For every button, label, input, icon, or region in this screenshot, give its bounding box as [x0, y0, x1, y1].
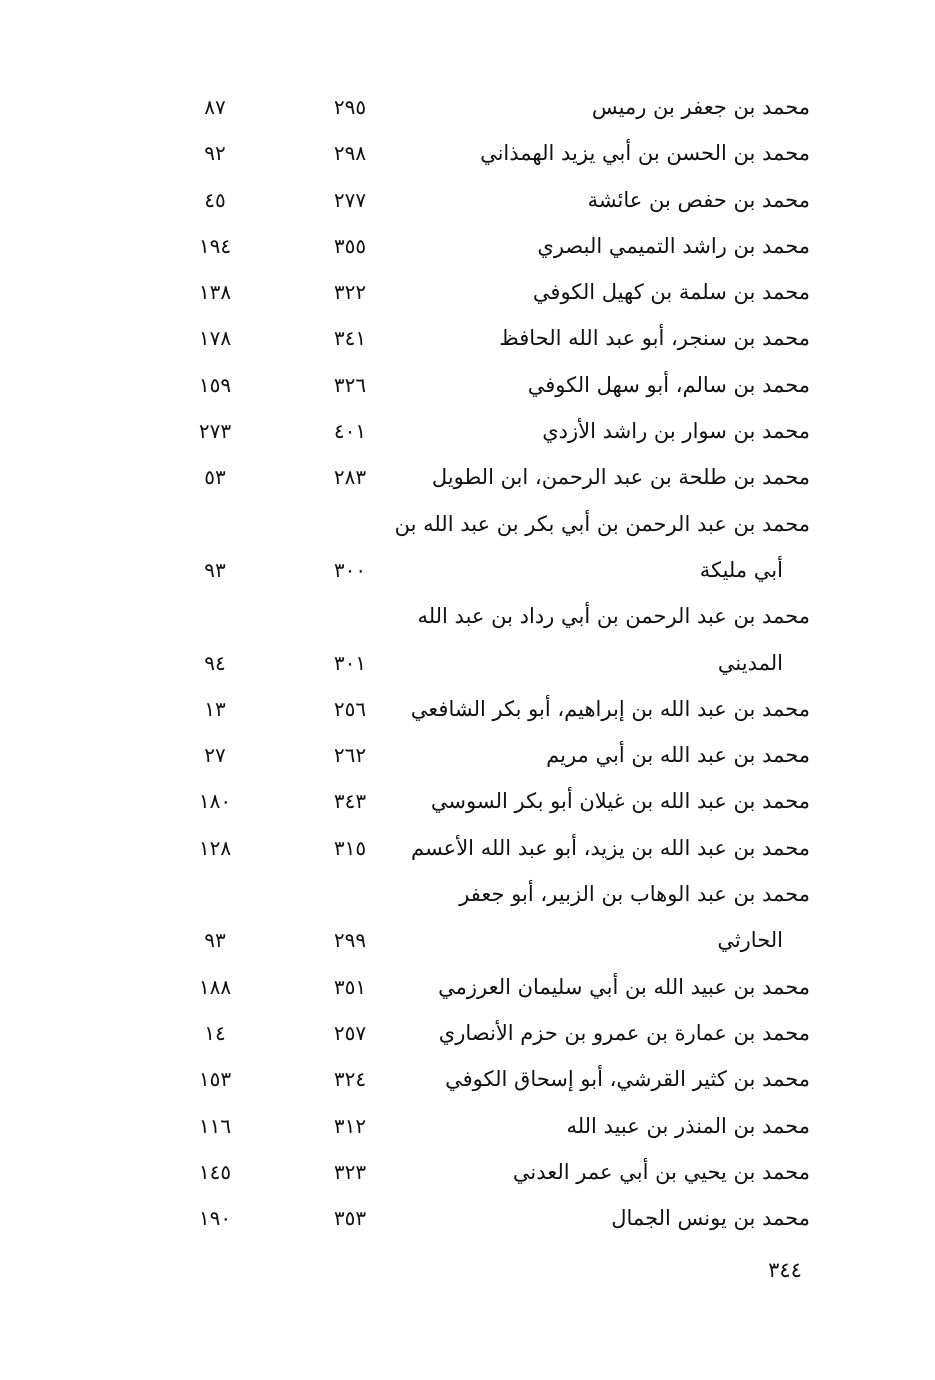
index-entry	[0, 315, 935, 361]
entry-number-middle: ٣٠٠	[333, 557, 367, 582]
entry-name: محمد بن سالم، أبو سهل الكوفي	[527, 372, 810, 397]
entry-number-middle: ٢٩٨	[333, 141, 367, 166]
entry-number-left: ١٤٥	[198, 1159, 232, 1184]
index-entry	[0, 454, 935, 500]
entry-number-middle: ٢٥٧	[333, 1020, 367, 1045]
entry-name-continuation: المديني	[717, 650, 783, 675]
entry-number-middle: ٢٥٦	[333, 696, 367, 721]
entry-number-left: ٩٢	[204, 141, 226, 166]
index-entry	[0, 177, 935, 223]
entry-number-middle: ٢٩٩	[333, 928, 367, 953]
entry-name: محمد بن يونس الجمال	[611, 1206, 810, 1231]
entry-name: محمد بن عبد الرحمن بن أبي رداد بن عبد الله	[417, 604, 810, 629]
entry-number-left: ١٢٨	[198, 835, 232, 860]
entry-number-middle: ٣٢٤	[333, 1067, 367, 1092]
index-entry	[0, 1103, 935, 1149]
entry-name: محمد بن عبيد الله بن أبي سليمان العرزمي	[438, 974, 810, 999]
index-entry	[0, 1010, 935, 1056]
index-entry	[0, 593, 935, 686]
entry-number-left: ١٥٣	[198, 1067, 232, 1092]
page-number: ٣٤٤	[768, 1258, 802, 1282]
entry-line-continuation	[0, 640, 935, 686]
entry-name: محمد بن راشد التميمي البصري	[537, 233, 810, 258]
entry-line	[0, 1103, 935, 1149]
entry-number-middle: ٣٥١	[333, 974, 367, 999]
entry-name: محمد بن حفص بن عائشة	[587, 187, 810, 212]
entry-number-left: ٨٧	[204, 95, 226, 119]
index-entry	[0, 130, 935, 176]
index-entry	[0, 269, 935, 315]
entry-line	[0, 1195, 935, 1241]
entry-number-left: ١٤	[204, 1020, 226, 1045]
index-entry	[0, 362, 935, 408]
index-entry	[0, 825, 935, 871]
entry-line	[0, 269, 935, 315]
entry-name: محمد بن المنذر بن عبيد الله	[566, 1113, 810, 1138]
entry-number-left: ٢٧	[204, 743, 226, 768]
entry-name: محمد بن عمارة بن عمرو بن حزم الأنصاري	[438, 1020, 810, 1045]
entry-number-middle: ٣١٢	[333, 1113, 367, 1138]
entry-number-left: ٩٣	[204, 557, 226, 582]
entry-line	[0, 871, 935, 917]
entry-name: محمد بن عبد الله بن غيلان أبو بكر السوسي	[430, 789, 810, 814]
entry-name: محمد بن يحيي بن أبي عمر العدني	[512, 1159, 810, 1184]
index-entry	[0, 686, 935, 732]
entry-number-left: ٥٣	[204, 465, 226, 490]
entry-number-left: ١٩٠	[198, 1206, 232, 1231]
entry-number-left: ٩٣	[204, 928, 226, 953]
entry-line	[0, 362, 935, 408]
entry-name: محمد بن سنجر، أبو عبد الله الحافظ	[499, 326, 810, 351]
entry-number-left: ٩٤	[204, 650, 226, 675]
entry-line	[0, 964, 935, 1010]
entry-line	[0, 408, 935, 454]
entry-line	[0, 315, 935, 361]
index-entry	[0, 501, 935, 594]
entry-line	[0, 686, 935, 732]
entry-line	[0, 501, 935, 547]
entry-number-middle: ٣٤١	[333, 326, 367, 351]
index-entry	[0, 1056, 935, 1102]
entry-line	[0, 1149, 935, 1195]
entry-line-continuation	[0, 917, 935, 963]
entry-line	[0, 177, 935, 223]
entry-name: محمد بن عبد الله بن إبراهيم، أبو بكر الشافعي	[410, 696, 810, 721]
entry-name-continuation: أبي مليكة	[699, 557, 783, 582]
entry-line	[0, 1010, 935, 1056]
entry-number-left: ١٣٨	[198, 280, 232, 305]
entry-number-middle: ٤٠١	[333, 419, 367, 444]
entry-line-continuation	[0, 547, 935, 593]
entry-number-middle: ٣٥٣	[333, 1206, 367, 1231]
entry-number-left: ١٨٨	[198, 974, 232, 999]
entry-number-middle: ٣٥٥	[333, 233, 367, 258]
entry-line	[0, 223, 935, 269]
entry-number-middle: ٣٢٦	[333, 372, 367, 397]
index-entry	[0, 84, 935, 130]
entry-name: محمد بن كثير القرشي، أبو إسحاق الكوفي	[445, 1067, 810, 1092]
entry-name: محمد بن سلمة بن كهيل الكوفي	[532, 280, 810, 305]
index-entry	[0, 223, 935, 269]
entry-line	[0, 778, 935, 824]
entry-number-middle: ٢٨٣	[333, 465, 367, 490]
entry-number-middle: ٣٤٣	[333, 789, 367, 814]
index-entry	[0, 408, 935, 454]
entry-line	[0, 130, 935, 176]
entry-line	[0, 593, 935, 639]
entry-name: محمد بن طلحة بن عبد الرحمن، ابن الطويل	[431, 465, 810, 490]
index-entry	[0, 1149, 935, 1195]
entry-number-left: ٢٧٣	[198, 419, 232, 444]
entry-line	[0, 454, 935, 500]
entry-name: محمد بن عبد الرحمن بن أبي بكر بن عبد الله بن	[394, 511, 810, 536]
entry-number-left: ٤٥	[204, 187, 226, 212]
index-list	[0, 84, 935, 1241]
entry-line	[0, 825, 935, 871]
entry-number-left: ١٧٨	[198, 326, 232, 351]
entry-name: محمد بن الحسن بن أبي يزيد الهمذاني	[480, 141, 810, 166]
index-entry	[0, 871, 935, 964]
index-entry	[0, 964, 935, 1010]
index-entry	[0, 778, 935, 824]
entry-number-left: ١٥٩	[198, 372, 232, 397]
entry-number-left: ١٣	[204, 696, 226, 721]
entry-number-middle: ٣٠١	[333, 650, 367, 675]
entry-name: محمد بن عبد الله بن أبي مريم	[546, 743, 810, 768]
index-entry	[0, 732, 935, 778]
entry-name: محمد بن سوار بن راشد الأزدي	[542, 419, 810, 444]
entry-number-middle: ٢٦٢	[333, 743, 367, 768]
entry-number-middle: ٢٩٥	[333, 95, 367, 119]
index-entry	[0, 1195, 935, 1241]
entry-name: محمد بن عبد الوهاب بن الزبير، أبو جعفر	[459, 882, 810, 907]
entry-number-left: ١١٦	[198, 1113, 232, 1138]
entry-number-left: ١٩٤	[198, 233, 232, 258]
entry-name: محمد بن جعفر بن رميس	[591, 95, 810, 119]
entry-number-middle: ٣٢٢	[333, 280, 367, 305]
entry-name-continuation: الحارثي	[717, 928, 783, 953]
entry-name: محمد بن عبد الله بن يزيد، أبو عبد الله الأعسم	[410, 835, 810, 860]
entry-number-middle: ٢٧٧	[333, 187, 367, 212]
entry-number-middle: ٣٢٣	[333, 1159, 367, 1184]
entry-line	[0, 732, 935, 778]
entry-line	[0, 1056, 935, 1102]
entry-line	[0, 84, 935, 130]
entry-number-middle: ٣١٥	[333, 835, 367, 860]
entry-number-left: ١٨٠	[198, 789, 232, 814]
